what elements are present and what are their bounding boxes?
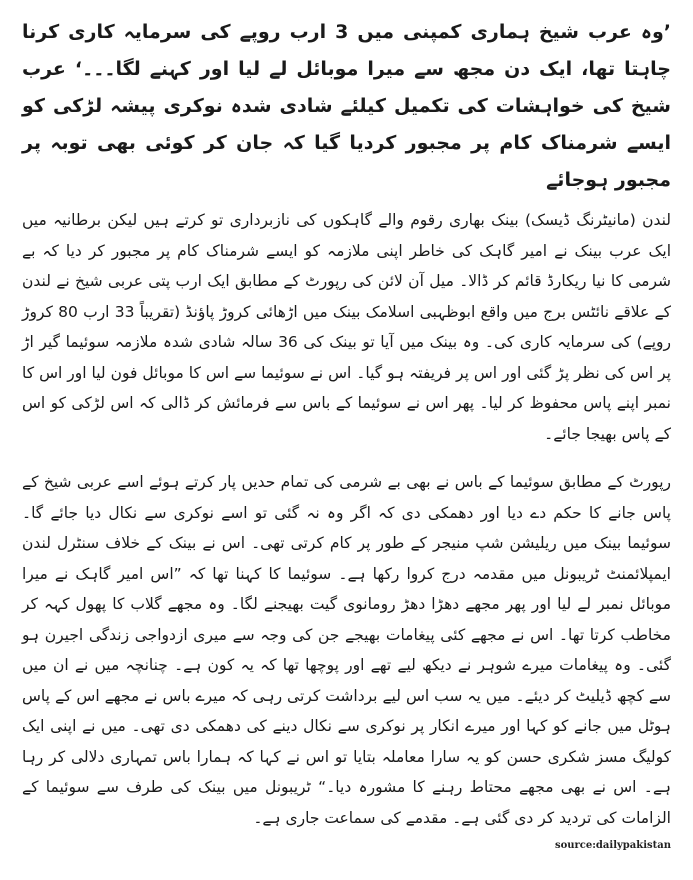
source-credit: source:dailypakistan	[554, 840, 671, 851]
article-paragraph-2: رپورٹ کے مطابق سوئیما کے باس نے بھی بے شرمی کی تمام حدیں پار کرتے ہوئے اسے عربی شیخ کے پاس جانے کا حکم دے دیا اور دھمکی دی کہ اگر وہ نہ گئی تو اسے نوکری سے نکال دیا جائے گا۔ سوئیما بینک میں ریلیشن شپ منیجر کے طور پر کام کرتی تھی۔ اس نے بینک کے خلاف سنٹرل لندن ایمپلائمنٹ ٹریبونل میں مقدمہ درج کروا رکھا ہے۔ سوئیما کا کہنا تھا کہ ”اس امیر گاہک نے میرا موبائل نمبر لے لیا اور پھر مجھے دھڑا دھڑ رومانوی گیت بھیجنے لگا۔ وہ مجھے گلاب کا پھول کہہ کر مخاطب کرتا تھا۔ اس نے مجھے کئی پیغامات بھیجے جن کی وجہ سے میری ازدواجی زندگی اجیرن ہو گئی۔ وہ پیغامات میرے شوہر نے دیکھ لیے تھے اور پوچھا تھا کہ یہ کون ہے۔ چنانچہ میں نے ان میں سے کچھ ڈیلیٹ کر دیئے۔ میں یہ سب اس لیے برداشت کرتی رہی کہ میرے باس نے مجھے اس کے پاس ہوٹل میں جانے کو کہا اور میرے انکار پر نوکری سے نکال دینے کی دھمکی دی تھی۔ میں نے اپنی ایک کولیگ مسز شکری حسن کو یہ سارا معاملہ بتایا تو اس نے کہا کہ ہمارا باس تمہاری دلالی کر رہا ہے۔ اس نے بھی مجھے محتاط رہنے کا مشورہ دیا۔“ ٹریبونل میں بینک کی طرف سے سوئیما کے الزامات کی تردید کر دی گئی ہے۔ مقدمے کی سماعت جاری ہے۔	[22, 473, 671, 827]
article-headline: ’وہ عرب شیخ ہماری کمپنی میں 3 ارب روپے کی سرمایہ کاری کرنا چاہتا تھا، ایک دن مجھ سے میرا موبائل لے لیا اور کہنے لگا۔۔۔‘ عرب شیخ کی خواہشات کی تکمیل کیلئے شادی شدہ نوکری پیشہ لڑکی کو ایسے شرمناک کام پر مجبور کردیا گیا کہ جان کر کوئی بھی توبہ پر مجبور ہوجائے	[22, 21, 671, 191]
article-paragraph-1: لندن (مانیٹرنگ ڈیسک) بینک بھاری رقوم والے گاہکوں کی نازبرداری تو کرتے ہیں لیکن برطانیہ میں ایک عرب بینک نے امیر گاہک کی خاطر اپنی ملازمہ کو ایسے شرمناک کام پر مجبور کر دیا کہ بے شرمی کا نیا ریکارڈ قائم کر ڈالا۔ میل آن لائن کی رپورٹ کے مطابق ایک ارب پتی عربی شیخ نے لندن کے علاقے نائٹس برج میں واقع ابوظہبی اسلامک بینک میں اڑھائی کروڑ پاﺅنڈ (تقریباً 33 ارب 80 کروڑ روپے) کی سرمایہ کاری کی۔ وہ بینک میں آیا تو بینک کی 36 سالہ شادی شدہ ملازمہ سوئیما گیر اڑ پر اس کی نظر پڑ گئی اور اس پر فریفتہ ہو گیا۔ اس نے سوئیما سے اس کا موبائل فون لیا اور اس کا نمبر اپنے پاس محفوظ کر لیا۔ پھر اس نے سوئیما کے باس سے فرمائش کر ڈالی کہ اس لڑکی کو اس کے پاس بھیجا جائے۔	[22, 211, 671, 443]
